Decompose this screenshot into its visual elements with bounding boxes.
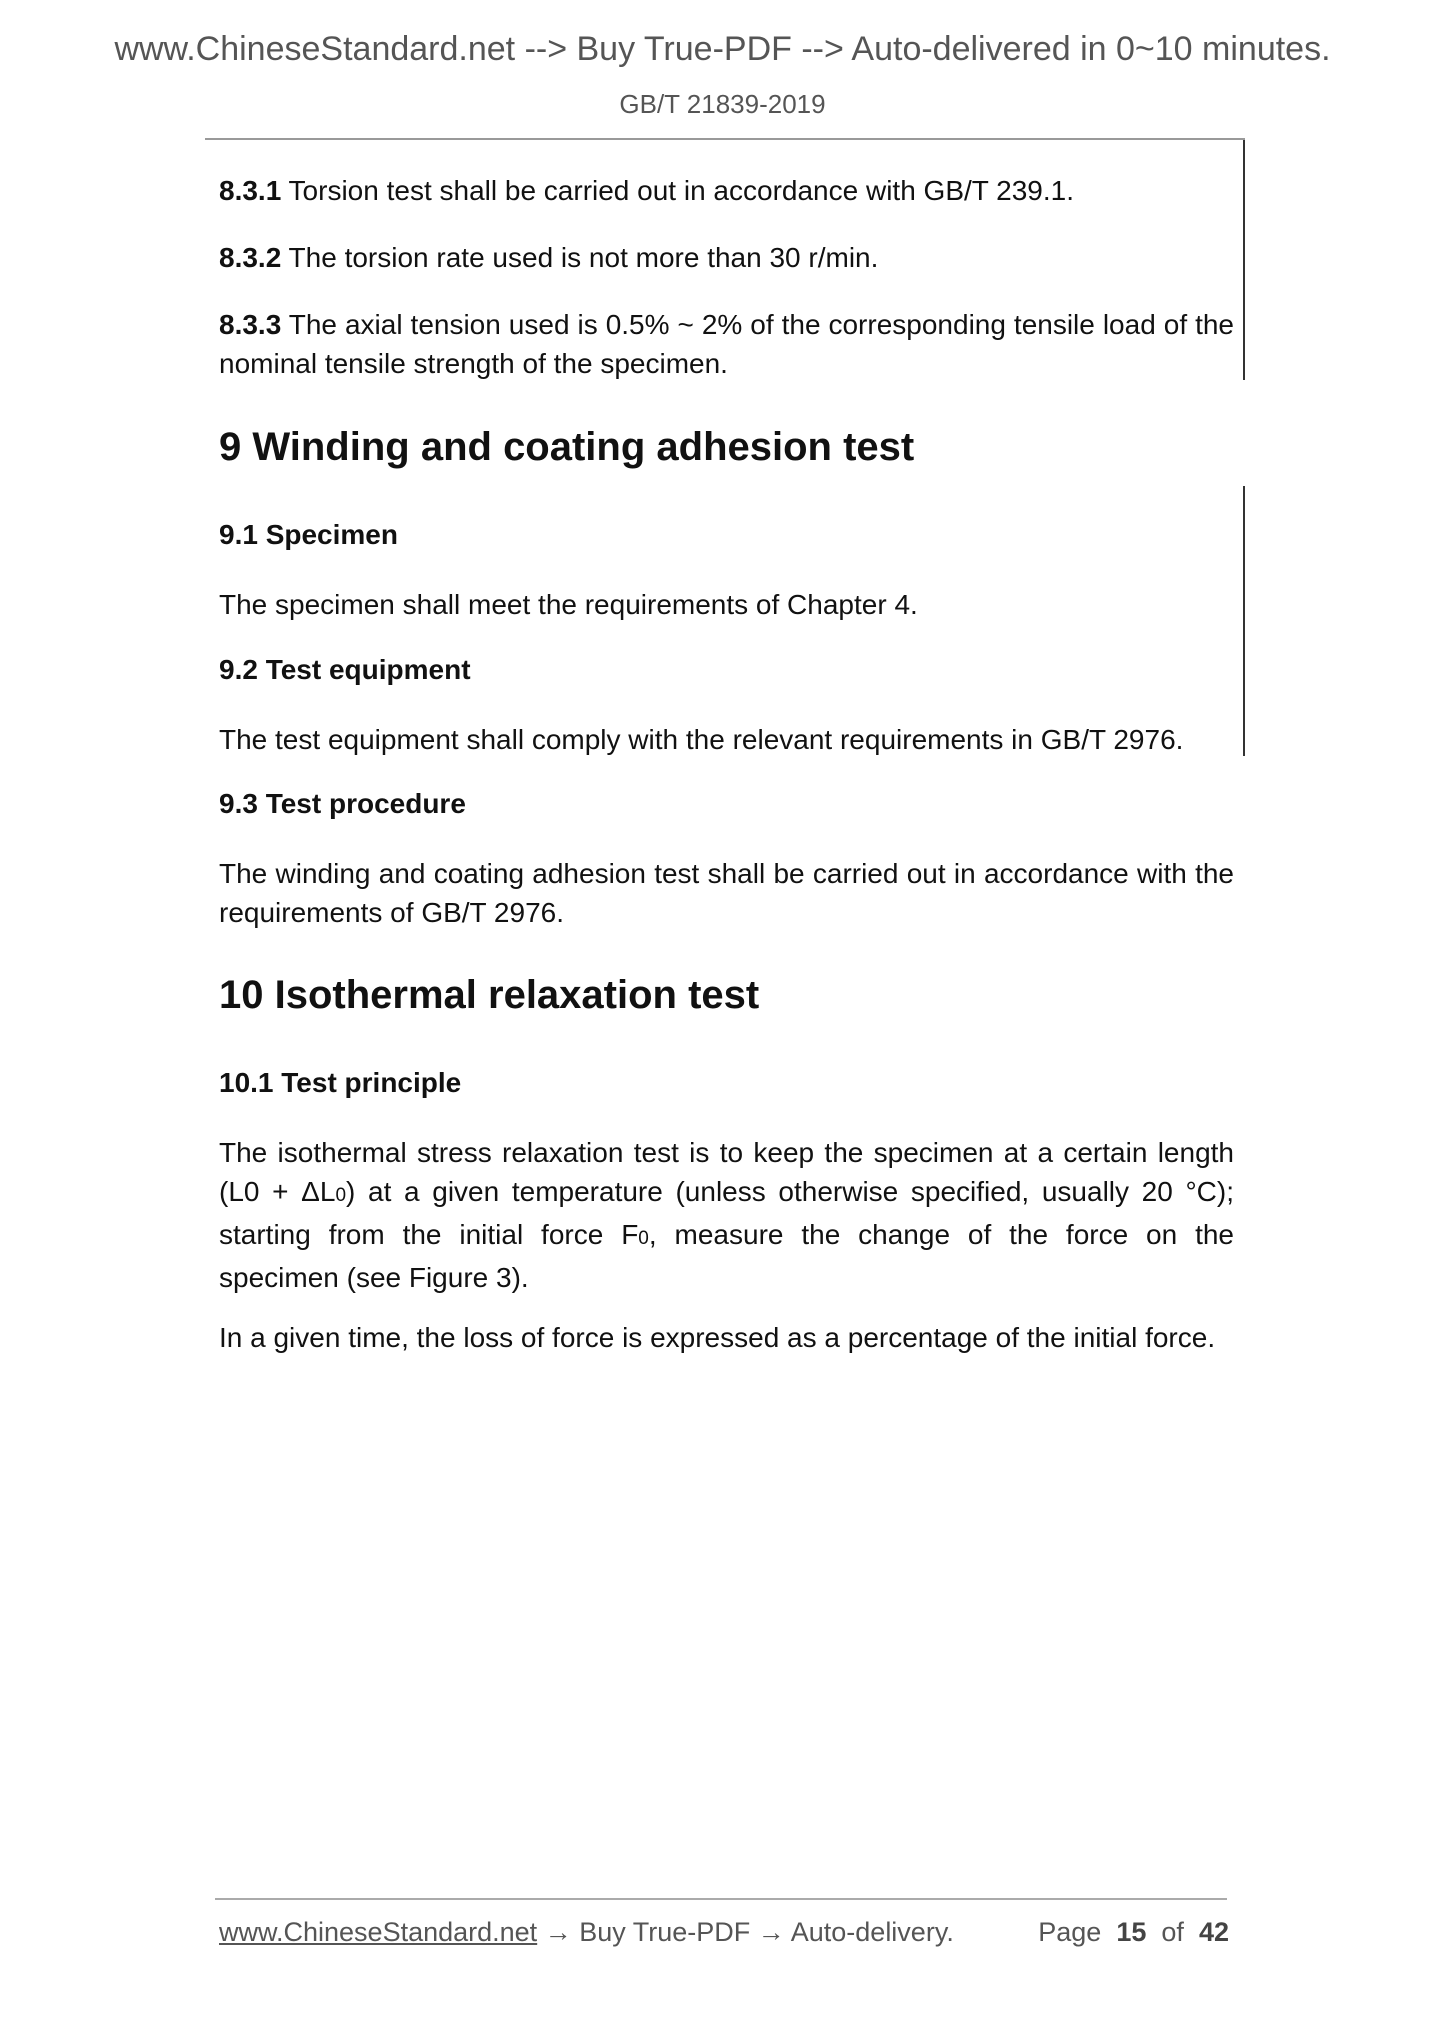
text-line: The isothermal stress relaxation test is to keep the specimen at a certain length	[219, 1137, 1234, 1168]
footer-text: → Buy True-PDF → Auto-delivery.	[537, 1917, 954, 1947]
paragraph-9-2: The test equipment shall comply with the relevant requirements in GB/T 2976.	[219, 724, 1184, 755]
clause-text: The torsion rate used is not more than 30 r/min.	[281, 242, 879, 273]
footer-site-link[interactable]: www.ChineseStandard.net	[219, 1917, 538, 1947]
clause-number: 8.3.3	[219, 309, 282, 340]
clause-8-3-3	[219, 305, 1234, 383]
top-banner: www.ChineseStandard.net --> Buy True-PDF --> Auto-delivered in 0~10 minutes.	[114, 30, 1331, 68]
header-divider	[205, 138, 1245, 140]
text-line: starting from the initial force F0, measure the change of the force on the	[219, 1219, 1234, 1250]
clause-text: Torsion test shall be carried out in accordance with GB/T 239.1.	[281, 175, 1075, 206]
clause-8-3-2	[219, 238, 1234, 277]
footer-divider	[215, 1898, 1227, 1900]
page-total: 42	[1198, 1917, 1229, 1947]
footer	[219, 1917, 1229, 1948]
document-id: GB/T 21839-2019	[619, 89, 826, 119]
paragraph-10-1-loss: In a given time, the loss of force is expressed as a percentage of the initial force.	[219, 1322, 1216, 1353]
page-indicator: Page 15 of 42	[1038, 1917, 1229, 1947]
heading-9-1: 9.1 Specimen	[219, 519, 398, 550]
change-bar-top	[1243, 140, 1245, 380]
clause-text: The axial tension used is 0.5% ~ 2% of the corresponding tensile load of the nominal tensile strength of the specimen.	[219, 309, 1234, 379]
clause-8-3-1	[219, 171, 1234, 210]
heading-10-1: 10.1 Test principle	[219, 1067, 462, 1098]
text-line: specimen (see Figure 3).	[219, 1262, 529, 1293]
page-number: 15	[1116, 1917, 1147, 1947]
paragraph-9-3: The winding and coating adhesion test shall be carried out in accordance with the requirements of GB/T 2976.	[219, 858, 1234, 928]
heading-9-2: 9.2 Test equipment	[219, 654, 471, 685]
paragraph-9-1: The specimen shall meet the requirements of Chapter 4.	[219, 589, 918, 620]
heading-section-10: 10 Isothermal relaxation test	[219, 973, 760, 1017]
text-line: (L0 + ΔL0) at a given temperature (unless otherwise specified, usually 20 °C);	[219, 1176, 1235, 1207]
clause-number: 8.3.1	[219, 175, 282, 206]
change-bar-middle	[1243, 486, 1245, 756]
paragraph-10-1-principle	[219, 1133, 1234, 1297]
clause-number: 8.3.2	[219, 242, 282, 273]
heading-section-9: 9 Winding and coating adhesion test	[219, 425, 915, 469]
heading-9-3: 9.3 Test procedure	[219, 788, 466, 819]
